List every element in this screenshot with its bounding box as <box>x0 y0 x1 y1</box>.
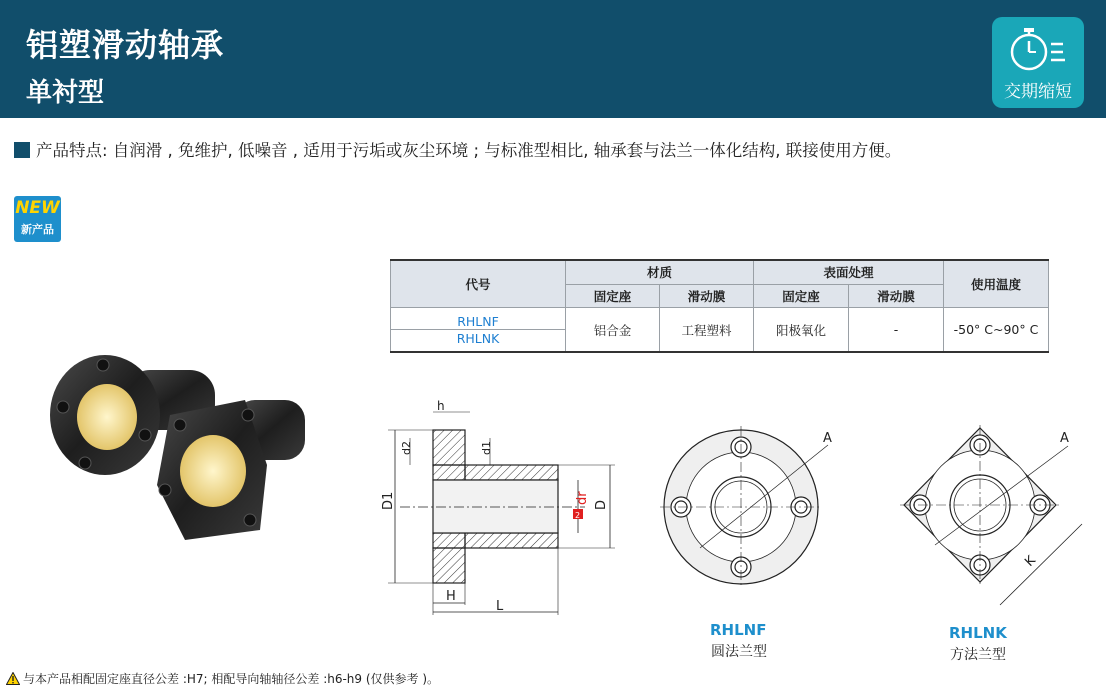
round-liner <box>77 384 137 450</box>
material-fixed-value: 铝合金 <box>566 308 660 352</box>
dim-D1: D1 <box>381 491 396 510</box>
sub-surface-film: 滑动膜 <box>849 284 944 308</box>
dim-h: h <box>437 399 445 413</box>
dim-K: K <box>1022 553 1039 570</box>
bullet-square-icon <box>14 142 30 158</box>
technical-drawings <box>370 395 1090 635</box>
page-title: 铝塑滑动轴承 <box>26 26 225 64</box>
col-material: 材质 <box>566 260 754 284</box>
short-lead-time-badge <box>992 17 1084 108</box>
col-surface: 表面处理 <box>754 260 944 284</box>
dim-H: H <box>446 589 456 604</box>
spec-table <box>390 259 1049 353</box>
badge-label: 交期缩短 <box>1004 82 1072 102</box>
surface-fixed-value: 阳极氧化 <box>754 308 849 352</box>
material-film-value: 工程塑料 <box>660 308 754 352</box>
code-rhlnk: RHLNK <box>456 330 500 346</box>
sub-material-film: 滑动膜 <box>660 284 754 308</box>
new-word: NEW <box>15 198 60 218</box>
footnote <box>6 670 439 687</box>
dim-A-square: A <box>1060 431 1069 446</box>
col-code: 代号 <box>391 260 566 308</box>
col-temp: 使用温度 <box>944 260 1049 308</box>
variant-code-rhlnf: RHLNF <box>710 621 767 639</box>
dr-mark-number: 2 <box>575 511 581 520</box>
dim-A-round: A <box>823 431 832 446</box>
temp-value: -50° C~90° C <box>944 308 1049 352</box>
code-cell <box>391 308 566 352</box>
square-flange-drawing <box>900 425 1082 605</box>
warning-icon <box>6 672 20 685</box>
product-photo <box>45 345 315 545</box>
page-subtitle: 单衬型 <box>26 78 105 108</box>
sub-surface-fixed: 固定座 <box>754 284 849 308</box>
variant-name-rhlnk: 方法兰型 <box>950 647 1006 663</box>
footnote-text: 与本产品相配固定座直径公差 :H7; 相配导向轴轴径公差 :h6-h9 (仅供参考 )。 <box>23 672 440 686</box>
new-product-badge <box>14 196 61 242</box>
page-header <box>0 0 1106 118</box>
features-text: 产品特点: 自润滑 , 免维护, 低噪音 , 适用于污垢或灰尘环境 ; 与标准型相比, 轴承套与法兰一体化结构, 联接使用方便。 <box>36 141 902 160</box>
dim-D: D <box>594 499 609 510</box>
round-flange-drawing <box>660 426 828 588</box>
sub-material-fixed: 固定座 <box>566 284 660 308</box>
dim-dr: dr <box>575 491 590 505</box>
variant-code-rhlnk: RHLNK <box>949 624 1007 642</box>
dim-L: L <box>496 599 504 614</box>
square-liner <box>180 435 246 507</box>
code-rhlnf: RHLNF <box>391 313 565 330</box>
dim-d1: d1 <box>480 441 493 455</box>
product-features <box>14 137 901 161</box>
new-product-label: 新产品 <box>21 223 54 236</box>
stopwatch-icon <box>1007 25 1069 75</box>
dim-d2: d2 <box>400 441 413 455</box>
variant-name-rhlnf: 圆法兰型 <box>711 644 767 660</box>
surface-film-value: - <box>849 308 944 352</box>
